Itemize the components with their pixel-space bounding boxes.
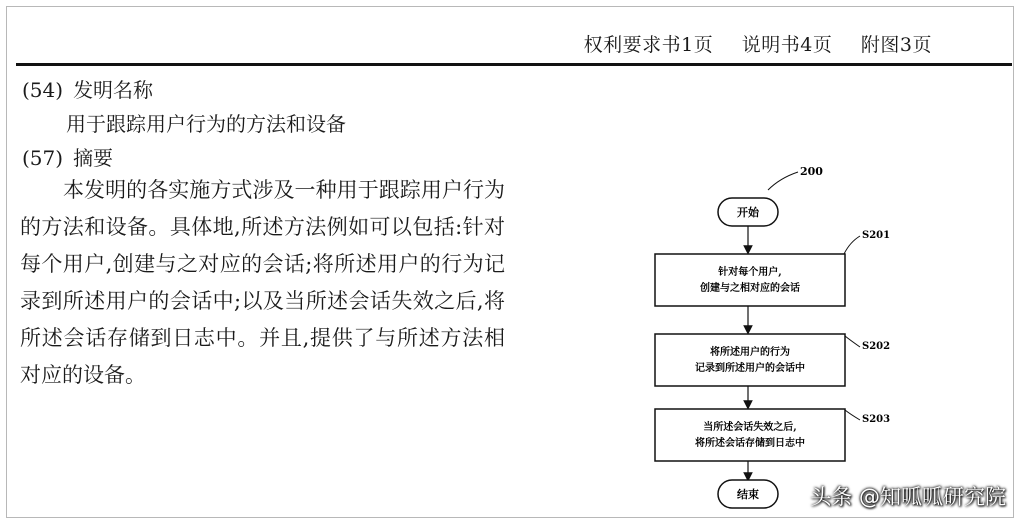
step-s203-label: S203 — [862, 414, 891, 425]
claims-page-count: 权利要求书1页 — [583, 34, 714, 56]
title-section-number: (54) — [22, 78, 64, 102]
step-s201-label: S201 — [862, 230, 891, 241]
step-s203-line1: 当所述会话失效之后, — [703, 422, 797, 433]
page-count-header — [562, 30, 932, 57]
abstract-section-heading — [22, 142, 113, 171]
figure-ref-number: 200 — [800, 165, 823, 178]
abstract-section-label: 摘要 — [73, 146, 114, 170]
header-rule — [16, 63, 1012, 66]
step-s203-leader — [845, 410, 860, 420]
invention-title: 用于跟踪用户行为的方法和设备 — [66, 112, 346, 136]
drawings-page-count: 附图3页 — [860, 34, 932, 56]
step-s203-line2: 将所述会话存储到日志中 — [695, 438, 805, 449]
abstract-section-number: (57) — [22, 146, 64, 170]
step-s201-line1: 针对每个用户, — [718, 267, 782, 278]
step-s202-line2: 记录到所述用户的会话中 — [695, 363, 805, 374]
description-page-count: 说明书4页 — [741, 34, 833, 56]
figure-ref-leader — [768, 172, 798, 190]
abstract-text: 本发明的各实施方式涉及一种用于跟踪用户行为的方法和设备。具体地,所述方法例如可以包括:针对每个用户,创建与之对应的会话;将所述用户的行为记录到所述用户的会话中;以及当所述会话失效之后,将所述会话存储到日志中。并且,提供了与所述方法相对应的设备。 — [20, 178, 505, 387]
title-section-heading — [22, 74, 153, 103]
step-s201-line2: 创建与之相对应的会话 — [700, 283, 800, 294]
title-section-label: 发明名称 — [73, 78, 154, 102]
step-s202-label: S202 — [862, 341, 891, 352]
step-s202-box — [655, 334, 845, 386]
start-label: 开始 — [737, 206, 759, 219]
source-watermark: 头条 @知呱呱研究院 — [810, 485, 1006, 509]
flowchart-figure — [640, 160, 900, 520]
step-s202-line1: 将所述用户的行为 — [710, 347, 790, 358]
end-label: 结束 — [737, 488, 759, 501]
step-s201-box — [655, 254, 845, 306]
step-s201-leader — [844, 236, 860, 254]
step-s202-leader — [845, 336, 860, 347]
step-s203-box — [655, 409, 845, 461]
